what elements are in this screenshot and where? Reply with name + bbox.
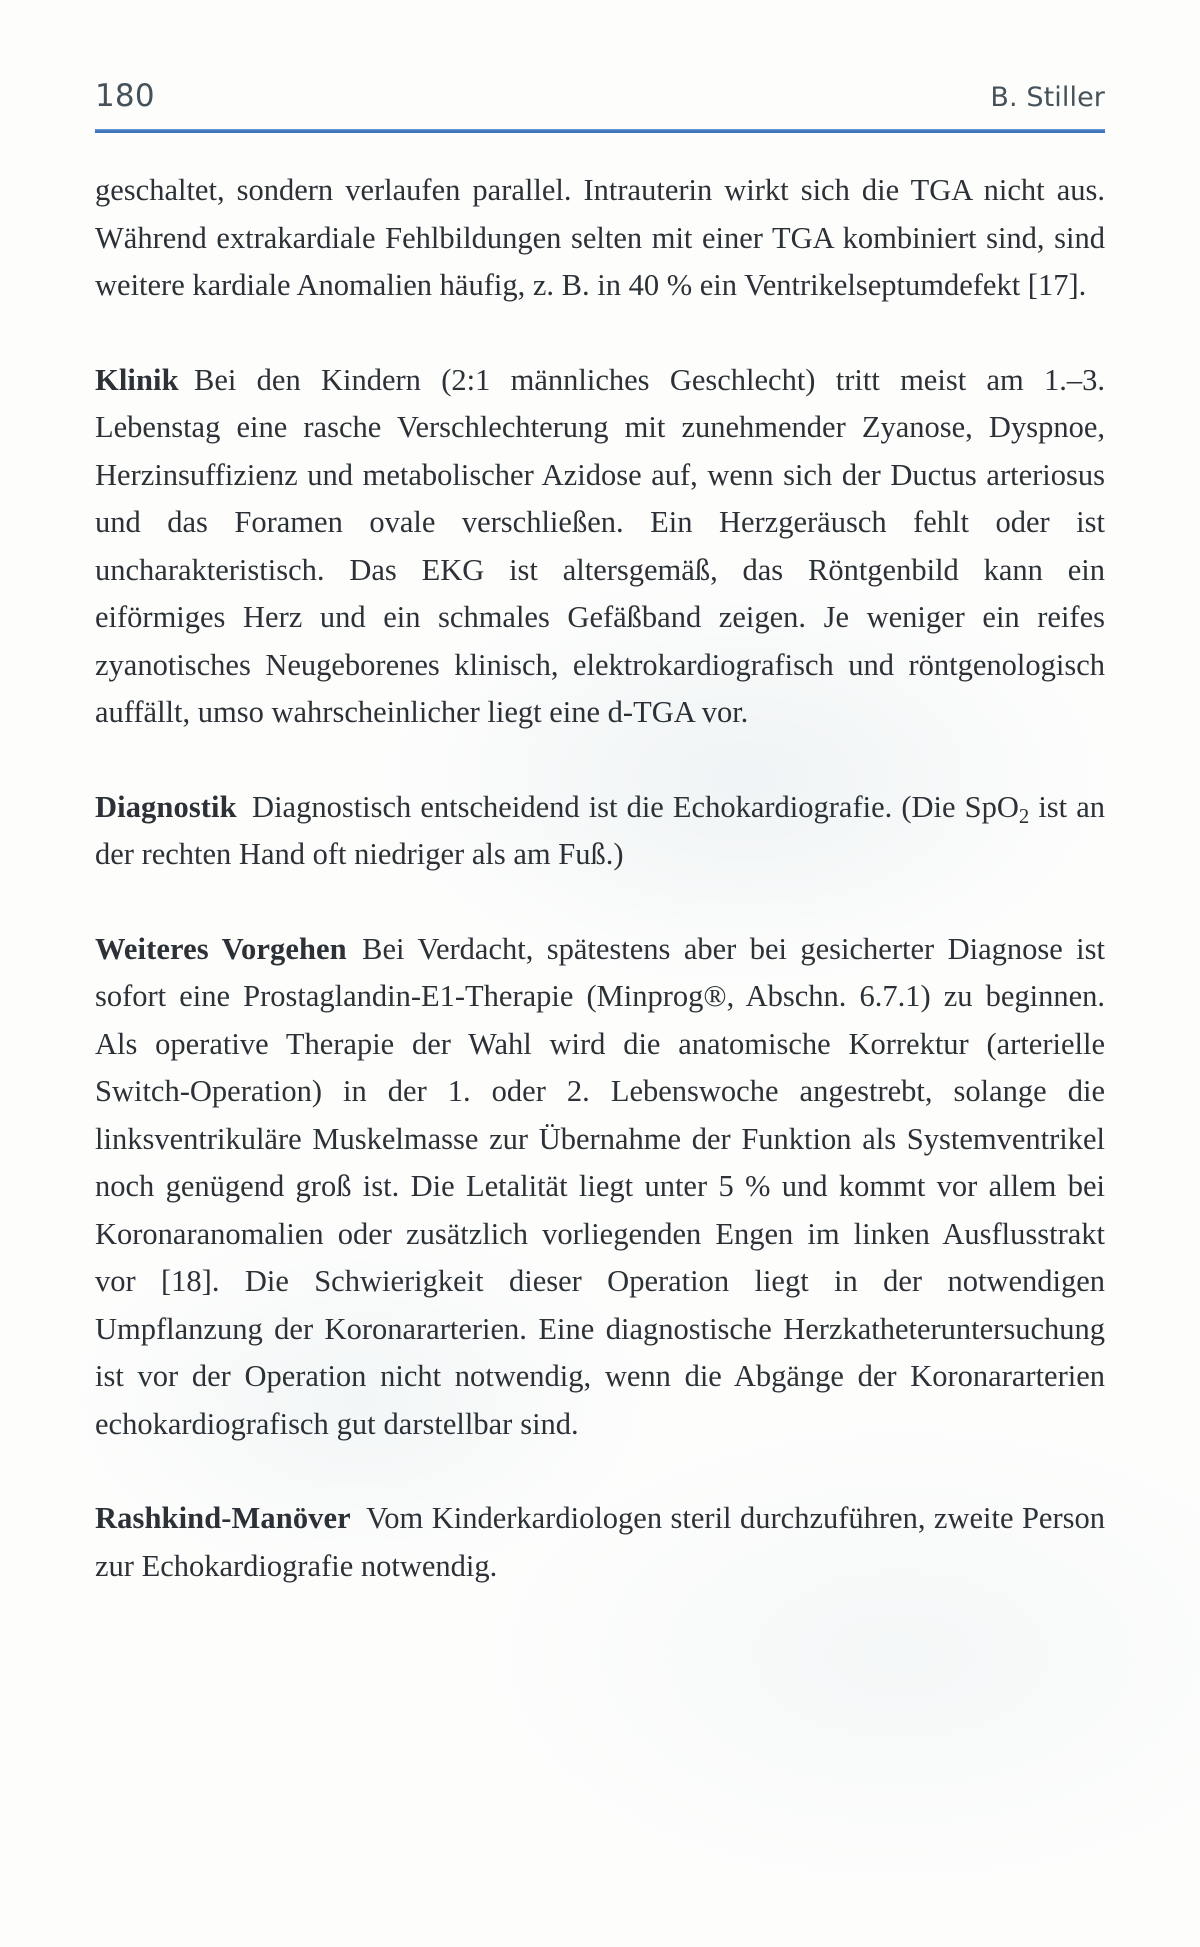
paragraph-text: Bei Verdacht, spätestens aber bei gesicherter Diagnose ist sofort eine Prostaglandin-E1-Therapie (Minprog®, Abschn. 6.7.1) zu beginnen. Als operative Therapie der Wahl wird die anatomische Korrektur (arterielle Switch-Operation) in der 1. oder 2. Lebenswoche angestrebt, solange die linksventrikuläre Muskelmasse zur Übernahme der Funktion als Systemventrikel noch genügend groß ist. Die Letalität liegt unter 5 % und kommt vor allem bei Koronaranomalien oder zusätzlich vorliegenden Engen im linken Ausflusstrakt vor [18]. Die Schwierigkeit dieser Operation liegt in der notwendigen Umpflanzung der Koronararterien. Eine diagnostische Herzkatheteruntersuchung ist vor der Operation nicht notwendig, wenn die Abgänge der Koronararterien echokardiografisch gut darstellbar sind. xyxy=(95,931,1106,1441)
running-head xyxy=(95,0,1105,114)
paragraph-text: Bei den Kindern (2:1 männliches Geschlecht) tritt meist am 1.–3. Lebenstag eine rasche Verschlechterung mit zunehmender Zyanose, Dyspnoe, Herzinsuffizienz und metabolischer Azidose auf, wenn sich der Ductus arteriosus und das Foramen ovale verschließen. Ein Herzgeräusch fehlt oder ist uncharakteristisch. Das EKG ist altersgemäß, das Röntgenbild kann ein eiförmiges Herz und ein schmales Gefäßband zeigen. Je weniger ein reifes zyanotisches Neugeborenes klinisch, elektrokardiografisch und röntgenologisch auffällt, umso wahrscheinlicher liegt eine d-TGA vor. xyxy=(95,362,1105,729)
paragraph-diagnostik xyxy=(95,784,1105,879)
paragraph-text-before-subscript: Diagnostisch entscheidend ist die Echokardiografie. (Die SpO xyxy=(252,789,1019,824)
paragraph-text: Vom Kinderkardiologen steril durchzuführen, zweite Person zur Echokardiografie notwendig. xyxy=(95,1501,1105,1583)
paragraph-klinik xyxy=(95,357,1105,737)
run-in-heading-weiteres-vorgehen: Weiteres Vorgehen xyxy=(95,931,347,966)
paragraph-weiteres-vorgehen xyxy=(95,926,1105,1449)
run-in-heading-diagnostik: Diagnostik xyxy=(95,789,237,824)
header-rule xyxy=(95,129,1105,133)
spo2-subscript: 2 xyxy=(1018,805,1030,828)
page-number: 180 xyxy=(95,78,155,114)
paragraph-text-after-subscript: ist an der rechten Hand oft niedriger als am Fuß.) xyxy=(95,789,1106,871)
paragraph-intro xyxy=(95,167,1105,310)
run-in-heading-klinik: Klinik xyxy=(95,362,179,397)
running-head-title: B. Stiller xyxy=(990,82,1105,113)
page-content xyxy=(95,0,1105,1590)
paragraph-text: geschaltet, sondern verlaufen parallel. Intrauterin wirkt sich die TGA nicht aus. Während extrakardiale Fehlbildungen selten mit einer TGA kombiniert sind, sind weitere kardiale Anomalien häufig, z. B. in 40 % ein Ventrikelseptumdefekt [17]. xyxy=(95,173,1105,302)
paragraph-rashkind xyxy=(95,1495,1105,1590)
body-text xyxy=(95,167,1105,1590)
run-in-heading-rashkind: Rashkind-Manöver xyxy=(95,1501,351,1535)
